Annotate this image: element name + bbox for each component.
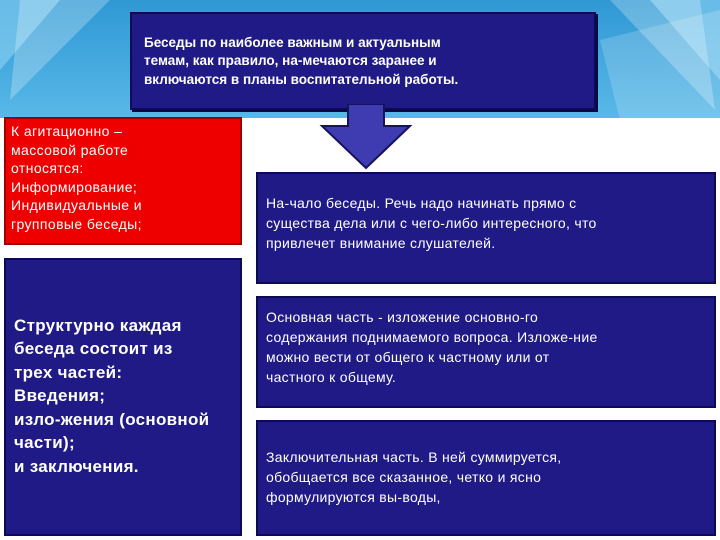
conversation-start-text: На-чало беседы. Речь надо начинать прямо с существа дела или с чего-либо интересного, что привлечет внимание слушателей. — [266, 195, 597, 251]
agitation-work-text: К агитационно – массовой работе относятся: Информирование; Индивидуальные и групповые беседы; — [11, 123, 142, 233]
agitation-work-box — [4, 117, 242, 245]
main-part-box — [256, 296, 716, 408]
down-arrow-icon — [318, 104, 414, 170]
main-part-text: Основная часть - изложение основно-го содержания поднимаемого вопроса. Изложе-ние можно вести от общего к частному или от частного к общему. — [266, 309, 598, 385]
intro-box — [130, 12, 596, 110]
intro-text: Беседы по наиболее важным и актуальным темам, как правило, на-мечаются заранее и включаются в планы воспитательной работы. — [144, 35, 459, 87]
structure-box — [4, 258, 242, 536]
conversation-start-box — [256, 172, 716, 284]
structure-text: Структурно каждая беседа состоит из трех частей: Введения; изло-жения (основной части); и заключения. — [14, 316, 210, 476]
conclusion-text: Заключительная часть. В ней суммируется, обобщается все сказанное, четко и ясно формулируются вы-воды, — [266, 449, 562, 505]
conclusion-box — [256, 420, 716, 536]
